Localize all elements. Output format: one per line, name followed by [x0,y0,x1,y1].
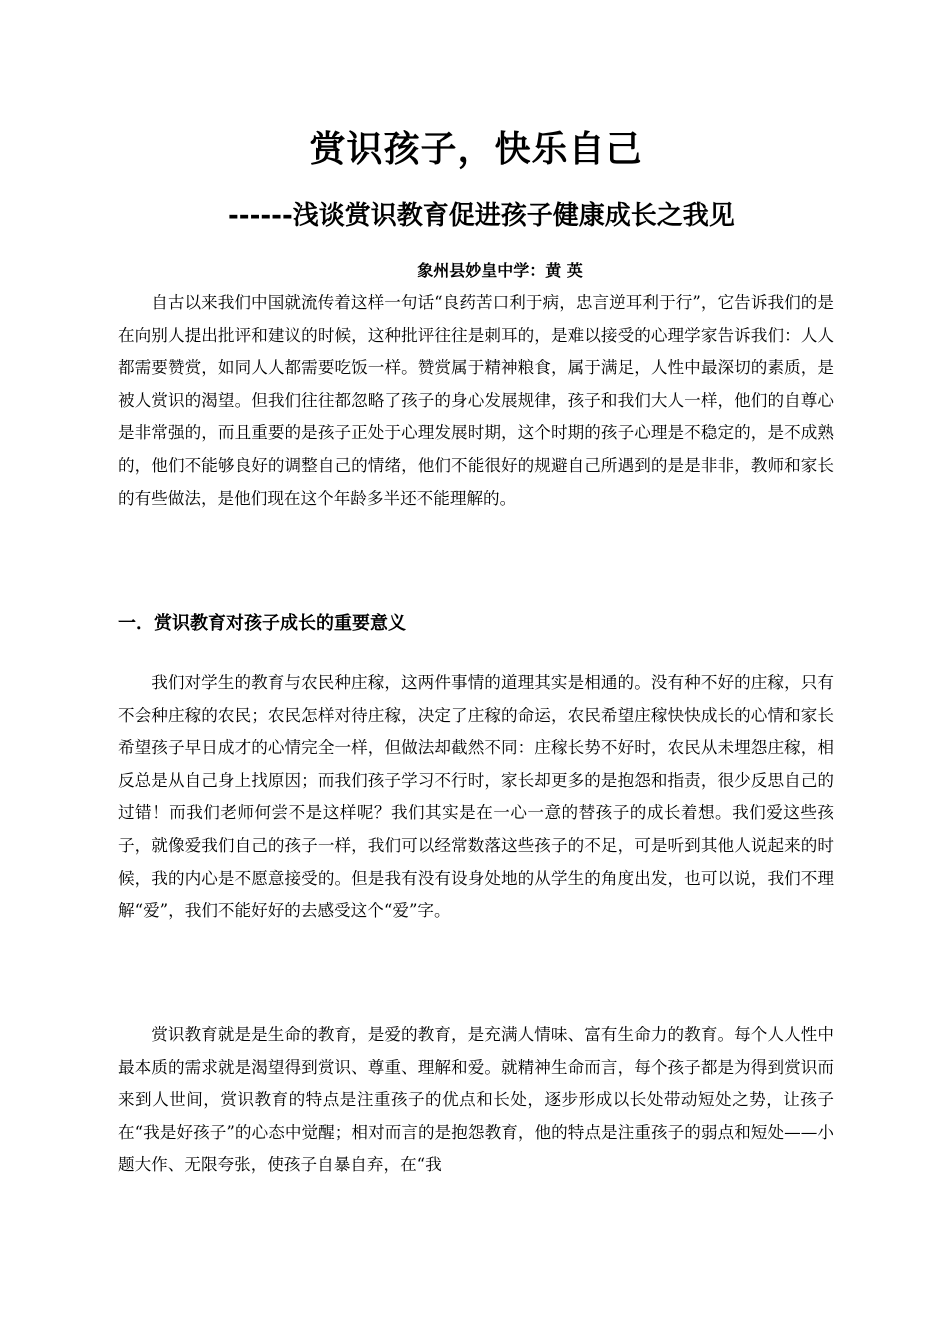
paragraph-farming-analogy: 我们对学生的教育与农民种庄稼，这两件事情的道理其实是相通的。没有种不好的庄稼，只有不会种庄稼的农民；农民怎样对待庄稼，决定了庄稼的命运，农民希望庄稼快快成长的心情和家长希望孩子早日成才的心情完全一样，但做法却截然不同：庄稼长势不好时，农民从未埋怨庄稼，相反总是从自己身上找原因；而我们孩子学习不行时，家长却更多的是抱怨和指责，很少反思自己的过错！而我们老师何尝不是这样呢？我们其实是在一心一意的替孩子的成长着想。我们爱这些孩子，就像爱我们自己的孩子一样，我们可以经常数落这些孩子的不足，可是听到其他人说起来的时候，我的内心是不愿意接受的。但是我有没有设身处地的从学生的角度出发，也可以说，我们不理解“爱”，我们不能好好的去感受这个“爱”字。 [118,673,834,921]
section-heading: 一．赏识教育对孩子成长的重要意义 [118,613,406,634]
document-page [118,0,834,1344]
document-title: 赏识孩子，快乐自己 [309,129,643,170]
author-line: 象州县妙皇中学：黄 英 [417,261,583,280]
paragraph-appreciation-education: 赏识教育就是是生命的教育，是爱的教育，是充满人情味、富有生命力的教育。每个人人性中最本质的需求就是渴望得到赏识、尊重、理解和爱。就精神生命而言，每个孩子都是为得到赏识而来到人世间，赏识教育的特点是注重孩子的优点和长处，逐步形成以长处带动短处之势，让孩子在“我是好孩子”的心态中觉醒；相对而言的是抱怨教育，他的特点是注重孩子的弱点和短处——小题大作、无限夸张，使孩子自暴自弃，在“我 [118,1025,834,1175]
paragraph-intro: 自古以来我们中国就流传着这样一句话“良药苦口利于病，忠言逆耳利于行”，它告诉我们的是在向别人提出批评和建议的时候，这种批评往往是刺耳的，是难以接受的心理学家告诉我们：人人都需要赞赏，如同人人都需要吃饭一样。赞赏属于精神粮食，属于满足，人性中最深切的素质，是被人赏识的渴望。但我们往往都忽略了孩子的身心发展规律，孩子和我们大人一样，他们的自尊心是非常强的，而且重要的是孩子正处于心理发展时期，这个时期的孩子心理是不稳定的，是不成熟的，他们不能够良好的调整自己的情绪，他们不能很好的规避自己所遇到的是是非非，教师和家长的有些做法，是他们现在这个年龄多半还不能理解的。 [118,293,834,508]
document-subtitle: ------浅谈赏识教育促进孩子健康成长之我见 [228,201,735,231]
